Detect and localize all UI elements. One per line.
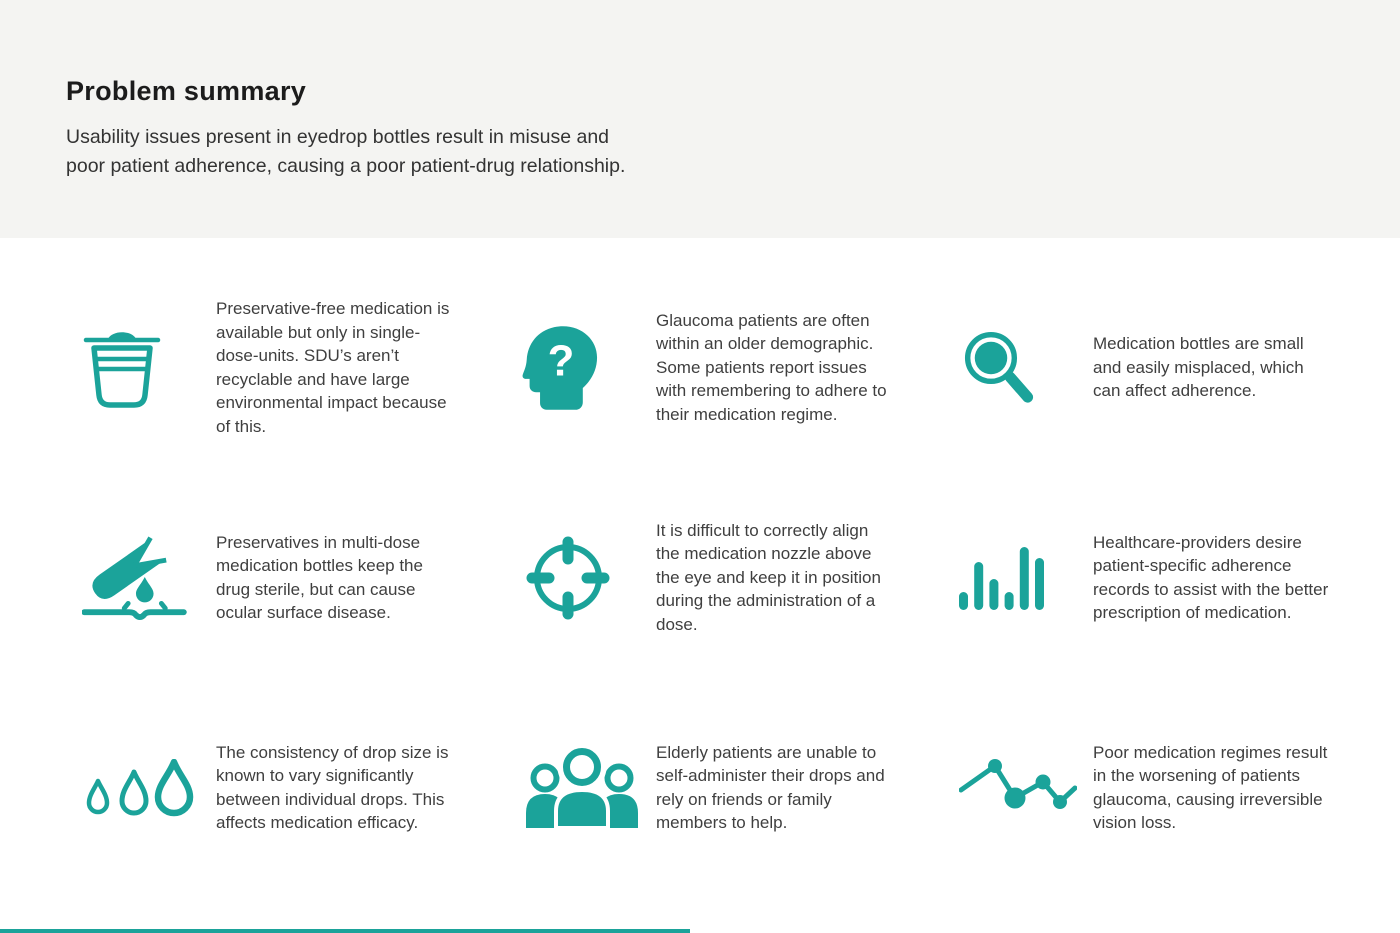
bar-chart-icon [959,546,1054,610]
bottom-accent-bar [0,929,690,933]
people-group-icon [522,747,642,829]
card-text: Elderly patients are unable to self-administer their drops and rely on friends or family members to help. [656,742,885,832]
card-nozzle-alignment [518,500,955,655]
card-text: Healthcare-providers desire patient-specific adherence records to assist with the better prescription of medication. [1093,532,1329,622]
card-adherence-records [955,500,1400,655]
card-vision-loss [955,710,1400,865]
header-section [0,0,1400,238]
card-preservatives [78,500,518,655]
card-text: Preservatives in multi-dose medication bottles keep the drug sterile, but can cause ocular surface disease. [216,532,423,622]
card-text: Poor medication regimes result in the worsening of patients glaucoma, causing irreversible vision loss. [1093,742,1328,832]
declining-line-chart-icon [959,754,1077,822]
page-subtitle [66,123,1400,180]
card-text: Glaucoma patients are often within an older demographic. Some patients report issues with remembering to adhere to their medication regime. [656,310,887,424]
card-single-dose-waste [78,290,518,445]
drops-icon [82,759,194,817]
card-text: Medication bottles are small and easily misplaced, which can affect adherence. [1093,334,1304,401]
test-tube-drop-icon [82,536,188,620]
page-title: Problem summary [66,76,307,106]
card-text: Preservative-free medication is available but only in single-dose-units. SDU’s aren’t recyclable and have large environmental impact because of this. [216,299,450,436]
crosshair-icon [522,532,614,624]
card-self-administration [518,710,955,865]
card-drop-size [78,710,518,865]
card-text: It is difficult to correctly align the medication nozzle above the eye and keep it in position during the administration of a dose. [656,520,881,634]
card-text: The consistency of drop size is known to vary significantly between individual drops. This affects medication efficacy. [216,742,449,832]
question-mark-glyph: ? [547,336,575,386]
page-subtitle-line1: Usability issues present in eyedrop bottles result in misuse and [66,126,610,148]
problem-grid [0,290,1400,865]
card-misplaced-bottles [955,290,1400,445]
page-subtitle-line2: poor patient adherence, causing a poor patient-drug relationship. [66,154,626,177]
card-memory-demographic [518,290,955,445]
waste-bin-icon [82,326,162,410]
magnifier-icon [959,328,1043,408]
head-question-icon [522,324,598,412]
